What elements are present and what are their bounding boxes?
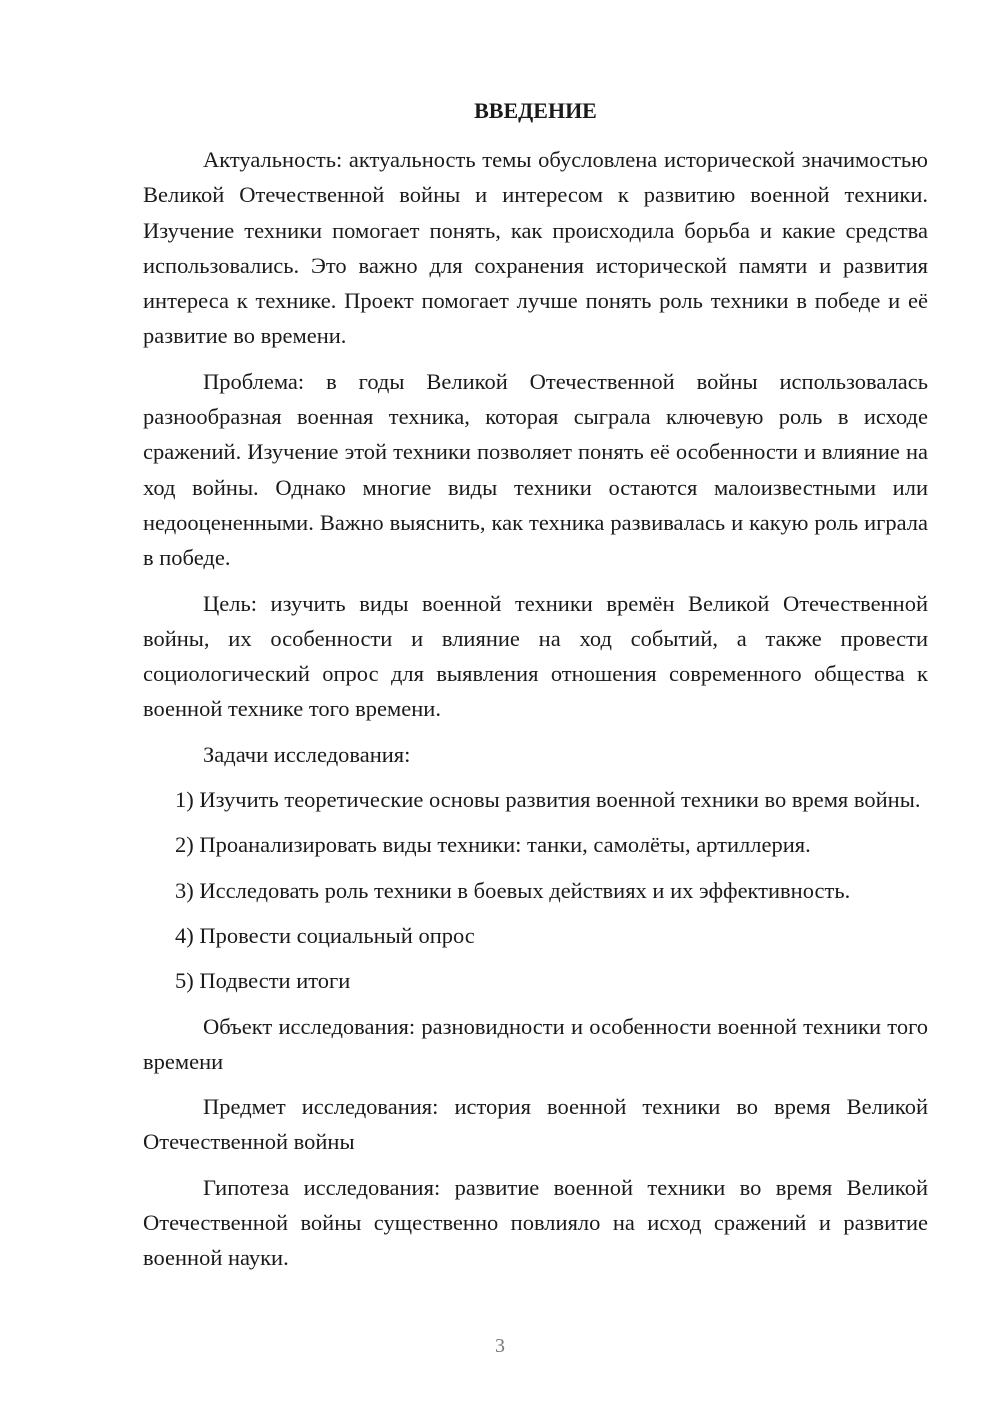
page-title: ВВЕДЕНИЕ: [474, 98, 597, 123]
task-item: 1) Изучить теоретические основы развития военной техники во время войны.: [175, 787, 921, 813]
document-body: [143, 142, 928, 1276]
object-paragraph: Объект исследования: разновидности и особенности военной техники того времени: [143, 1013, 928, 1074]
hypothesis-paragraph: Гипотеза исследования: развитие военной техники во время Великой Отечественной войны существенно повлияло на исход сражений и развитие военной науки.: [143, 1174, 928, 1271]
task-item: 5) Подвести итоги: [175, 968, 351, 994]
problem-paragraph: Проблема: в годы Великой Отечественной войны использовалась разнообразная военная техника, которая сыграла ключевую роль в исходе сражений. Изучение этой техники позволяет понять её особенности и влияние на ход войны. Однако многие виды техники остаются малоизвестными или недооцененными. Важно выяснить, как техника развивалась и какую роль играла в победе.: [143, 368, 928, 571]
subject-paragraph: Предмет исследования: история военной техники во время Великой Отечественной войны: [143, 1094, 928, 1155]
relevance-paragraph: Актуальность: актуальность темы обусловлена исторической значимостью Великой Отечественной войны и интересом к развитию военной техники. Изучение техники помогает понять, как происходила борьба и какие средства использовались. Это важно для сохранения исторической памяти и развития интереса к технике. Проект помогает лучше понять роль техники в победе и её развитие во времени.: [143, 147, 928, 349]
task-item: 4) Провести социальный опрос: [175, 922, 475, 948]
tasks-heading: Задачи исследования:: [203, 741, 411, 767]
goal-paragraph: Цель: изучить виды военной техники времён Великой Отечественной войны, их особенности и влияние на ход событий, а также провести социологический опрос для выявления отношения современного общества к военной технике того времени.: [143, 590, 928, 722]
page-number: 3: [495, 1335, 505, 1357]
task-item: 3) Исследовать роль техники в боевых действиях и их эффективность.: [175, 877, 851, 903]
task-item: 2) Проанализировать виды техники: танки, самолёты, артиллерия.: [175, 832, 811, 858]
